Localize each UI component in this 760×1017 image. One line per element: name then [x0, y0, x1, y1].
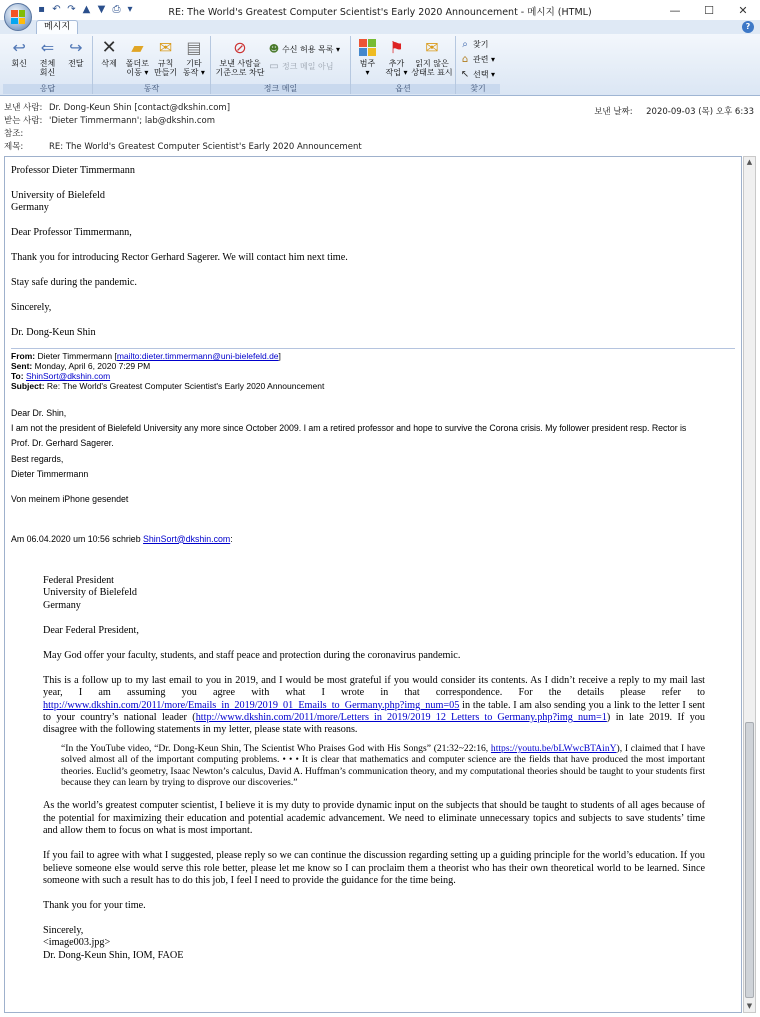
tab-message[interactable]: 메시지 [36, 20, 78, 34]
quoted-closing: Sincerely, [43, 924, 84, 936]
find-button[interactable]: ⌕ 찾기 [459, 37, 495, 51]
other-actions-button[interactable]: ▤ 기타 동작 ▾ [182, 37, 205, 77]
original-body [11, 406, 735, 547]
down-arrow-icon[interactable]: ▼ [97, 4, 106, 15]
group-options [351, 36, 456, 94]
youtube-link[interactable]: https://youtu.be/bLWwcBTAinY [490, 742, 617, 754]
quoted-block: “In the YouTube video, “Dr. Dong-Keun Shin, The Scientist Who Praises God with His Songs” (21:32~22:16, https://youtu.be/bLWwcBTAinY), I claimed that I have solved almost all of the important computing problems. • • • It is clear that mathematics and computer science are the fields that have produced the most important theories. Euclid’s geometry, Isaac Newton’s calculus, David A. Huffman’s communication theory, and my computational theories should be taught to your students first because they can learn by trying to disprove our discoveries.” [61, 742, 706, 788]
orig-to-row: To: ShinSort@dkshin.com [11, 370, 111, 381]
mark-unread-button[interactable]: ✉ 읽지 않은 상태로 표시 [411, 37, 453, 77]
customize-qat-icon[interactable]: ▾ [127, 4, 133, 15]
group-junk [211, 36, 351, 94]
forward-icon: ↪ [69, 37, 83, 57]
follow-up-button[interactable]: ⚑ 추가 작업 ▾ [385, 37, 408, 77]
safe-list-icon: ☻ [268, 43, 280, 55]
create-rule-button[interactable]: ✉ 규칙 만들기 [154, 37, 178, 77]
quoted-paragraph: May God offer your faculty, students, and staff peace and protection during the coronavirus pandemic. [43, 649, 461, 661]
message-header [0, 97, 760, 155]
reply-section [11, 165, 735, 340]
print-icon[interactable]: ⎙ [112, 4, 121, 15]
quoted-paragraph: As the world’s greatest computer scientist, I believe it is my duty to provide dynamic input on the subjects that should be taught to students of all ages because of the potential for maximizing their education and potential academic advancement. We need to eliminate unnecessary topics and subjects to save students’ time and allow them to focus on what is most important. [43, 800, 705, 837]
quoted-greeting: Dear Federal President, [43, 624, 139, 636]
window-controls [658, 0, 760, 20]
orig-line: I am not the president of Bielefeld University any more since October 2009. I am a retired professor and hope to survive the Corona crisis. My follower president resp. Rector is [11, 423, 687, 434]
quoted-paragraph: Thank you for your time. [43, 899, 146, 911]
from-value[interactable]: Dr. Dong-Keun Shin [contact@dkshin.com] [49, 103, 231, 113]
reply-paragraph: Stay safe during the pandemic. [11, 277, 137, 289]
image-placeholder: <image003.jpg> [43, 937, 111, 949]
reply-paragraph: Thank you for introducing Rector Gerhard Sagerer. We will contact him next time. [11, 252, 348, 264]
follow-up-flag-icon: ⚑ [389, 37, 404, 57]
move-to-folder-icon: ▰ [131, 37, 144, 57]
move-to-folder-button[interactable]: ▰ 폴더로 이동 ▾ [125, 37, 149, 77]
group-label: 찾기 [456, 84, 500, 94]
reply-icon: ↩ [12, 37, 26, 57]
find-icon: ⌕ [462, 38, 468, 50]
group-actions [93, 36, 211, 94]
vertical-scrollbar[interactable] [743, 156, 756, 1013]
orig-subject-row: Subject: Re: The World's Greatest Computer Scientist's Early 2020 Announcement [11, 380, 325, 391]
minimize-icon[interactable]: — [669, 3, 681, 17]
emails-2019-link[interactable]: http://www.dkshin.com/2011/more/Emails_in_2019/2019_01_Emails_to_Germany.php?img_num=05 [43, 699, 460, 711]
other-actions-icon: ▤ [186, 37, 202, 57]
quoted-paragraph: This is a follow up to my last email to you in 2019, and I would be most grateful if you would consider its contents. As I didn’t receive a reply to my mail last year, I am assuming you agree with what I wrote in that correspondence. For the details please refer to http://www.dkshin.com/2011/more/Emails_in_2019/2019_01_Emails_to_Germany.php?img_num=05 in the table. I am also sending you a link to the letter I sent to your country’s national leader (http://www.dkshin.com/2011/more/Letters_in_2019/2019_12_Letters_to_Germany.php?img_num=1) in late 2019. If you disagree with the following statements in my letter, please state with reasons. [43, 674, 705, 736]
delete-icon: ✕ [101, 36, 117, 58]
orig-from-row: From: Dieter Timmermann [mailto:dieter.timmermann@uni-bielefeld.de] [11, 350, 281, 361]
group-label: 정크 메일 [211, 84, 350, 94]
orig-regards: Best regards, [11, 453, 64, 464]
quoted-letter [43, 575, 705, 962]
scroll-down-icon[interactable]: ▼ [746, 1002, 753, 1010]
close-icon[interactable]: ✕ [738, 3, 748, 17]
reply-affiliation-line: Germany [11, 202, 49, 214]
block-sender-icon: ⊘ [233, 37, 247, 57]
safe-list-button[interactable]: ☻ 수신 허용 목록 ▾ [268, 43, 341, 55]
block-sender-button[interactable]: ⊘ 보낸 사람을 기준으로 차단 [215, 37, 265, 77]
reply-signature: Dr. Dong-Keun Shin [11, 327, 96, 339]
ribbon-tab-row [0, 20, 760, 34]
up-arrow-icon[interactable]: ▲ [82, 4, 91, 15]
reply-affiliation-line: University of Bielefeld [11, 190, 105, 201]
quoted-recipient-line: Germany [43, 599, 81, 611]
reply-addressee: Professor Dieter Timmermann [11, 165, 135, 176]
subject-value: RE: The World's Greatest Computer Scientist's Early 2020 Announcement [49, 142, 362, 152]
letters-2019-link[interactable]: http://www.dkshin.com/2011/more/Letters_in_2019/2019_12_Letters_to_Germany.php?img_num=1 [195, 711, 607, 723]
ribbon [0, 34, 760, 96]
window-title: RE: The World's Greatest Computer Scientist's Early 2020 Announcement - 메시지 (HTML) [168, 7, 592, 18]
quoted-recipient-line: Federal President [43, 574, 115, 586]
to-value[interactable]: 'Dieter Timmermann'; lab@dkshin.com [49, 116, 216, 126]
not-junk-icon: ▭ [269, 60, 279, 72]
message-body[interactable] [4, 156, 742, 1013]
to-row: 받는 사람: 'Dieter Timmermann'; lab@dkshin.com [4, 116, 216, 126]
quick-access-toolbar [36, 4, 134, 15]
reply-greeting: Dear Professor Timmermann, [11, 227, 132, 239]
quoted-recipient-line: University of Bielefeld [43, 587, 137, 599]
select-button[interactable]: ↖ 선택 ▾ [460, 68, 496, 80]
orig-iphone: Von meinem iPhone gesendet [11, 494, 129, 505]
reply-all-icon: ⇐ [40, 37, 55, 57]
reply-closing: Sincerely, [11, 302, 52, 314]
orig-line: Prof. Dr. Gerhard Sagerer. [11, 438, 114, 449]
cc-row: 참조: [4, 129, 24, 139]
orig-sent-row: Sent: Monday, April 6, 2020 7:29 PM [11, 360, 151, 371]
orig-greeting: Dear Dr. Shin, [11, 407, 67, 418]
orig-wrote-line: Am 06.04.2020 um 10:56 schrieb ShinSort@dkshin.com: [11, 533, 233, 544]
create-rule-icon: ✉ [158, 37, 173, 57]
group-label: 옵션 [351, 84, 455, 94]
categorize-button[interactable]: 범주 ▾ [354, 36, 381, 94]
scroll-up-icon[interactable]: ▲ [746, 158, 753, 166]
from-row: 보낸 사람: Dr. Dong-Keun Shin [contact@dkshin.com] [4, 103, 231, 113]
email-link[interactable]: ShinSort@dkshin.com [143, 533, 231, 544]
categorize-icon [357, 37, 379, 57]
sent-date: 보낸 날짜: 2020-09-03 (목) 오후 6:33 [594, 107, 754, 117]
group-find [456, 36, 500, 94]
group-label: 동작 [93, 84, 210, 94]
select-icon: ↖ [460, 68, 470, 80]
original-message-header [11, 348, 735, 391]
office-button[interactable] [4, 3, 32, 31]
related-icon: ⌂ [461, 53, 469, 65]
scroll-thumb[interactable] [745, 722, 754, 998]
redo-icon[interactable]: ↷ [67, 4, 76, 15]
quoted-paragraph: If you fail to agree with what I suggested, please reply so we can continue the discussion regarding setting up a guiding principle for the world’s education. If you believe someone else would serve this role better, please let me know so I can proclaim them a theorist who has their own theoretical world to be learned. Since someone with such a result has to do this job, I feel I need to provide the guidance for the time being. [43, 850, 705, 886]
delete-button[interactable]: ✕ 삭제 [96, 36, 122, 94]
title-bar [0, 0, 760, 20]
save-icon[interactable]: ▪ [38, 4, 45, 15]
related-button[interactable]: ⌂ 관련 ▾ [459, 52, 495, 66]
not-junk-button[interactable]: ▭ 정크 메일 아님 [269, 60, 334, 72]
email-link[interactable]: ShinSort@dkshin.com [25, 370, 111, 381]
quoted-signature: Dr. Dong-Keun Shin, IOM, FAOE [43, 949, 184, 961]
office-logo-icon [11, 10, 25, 24]
forward-button[interactable]: ↪ 전달 [63, 36, 89, 94]
reply-all-button[interactable]: ⇐ 전체 회신 [34, 36, 60, 94]
reply-button[interactable]: ↩ 회신 [6, 36, 32, 94]
mailto-link[interactable]: mailto:dieter.timmermann@uni-bielefeld.de [116, 350, 279, 361]
help-icon[interactable]: ? [742, 21, 754, 33]
orig-name: Dieter Timmermann [11, 469, 89, 479]
subject-row: 제목: RE: The World's Greatest Computer Scientist's Early 2020 Announcement [4, 142, 362, 152]
group-respond [3, 36, 93, 94]
group-label: 응답 [3, 84, 92, 94]
maximize-icon[interactable]: ☐ [704, 3, 714, 17]
mark-unread-icon: ✉ [425, 37, 439, 57]
undo-icon[interactable]: ↶ [52, 4, 61, 15]
